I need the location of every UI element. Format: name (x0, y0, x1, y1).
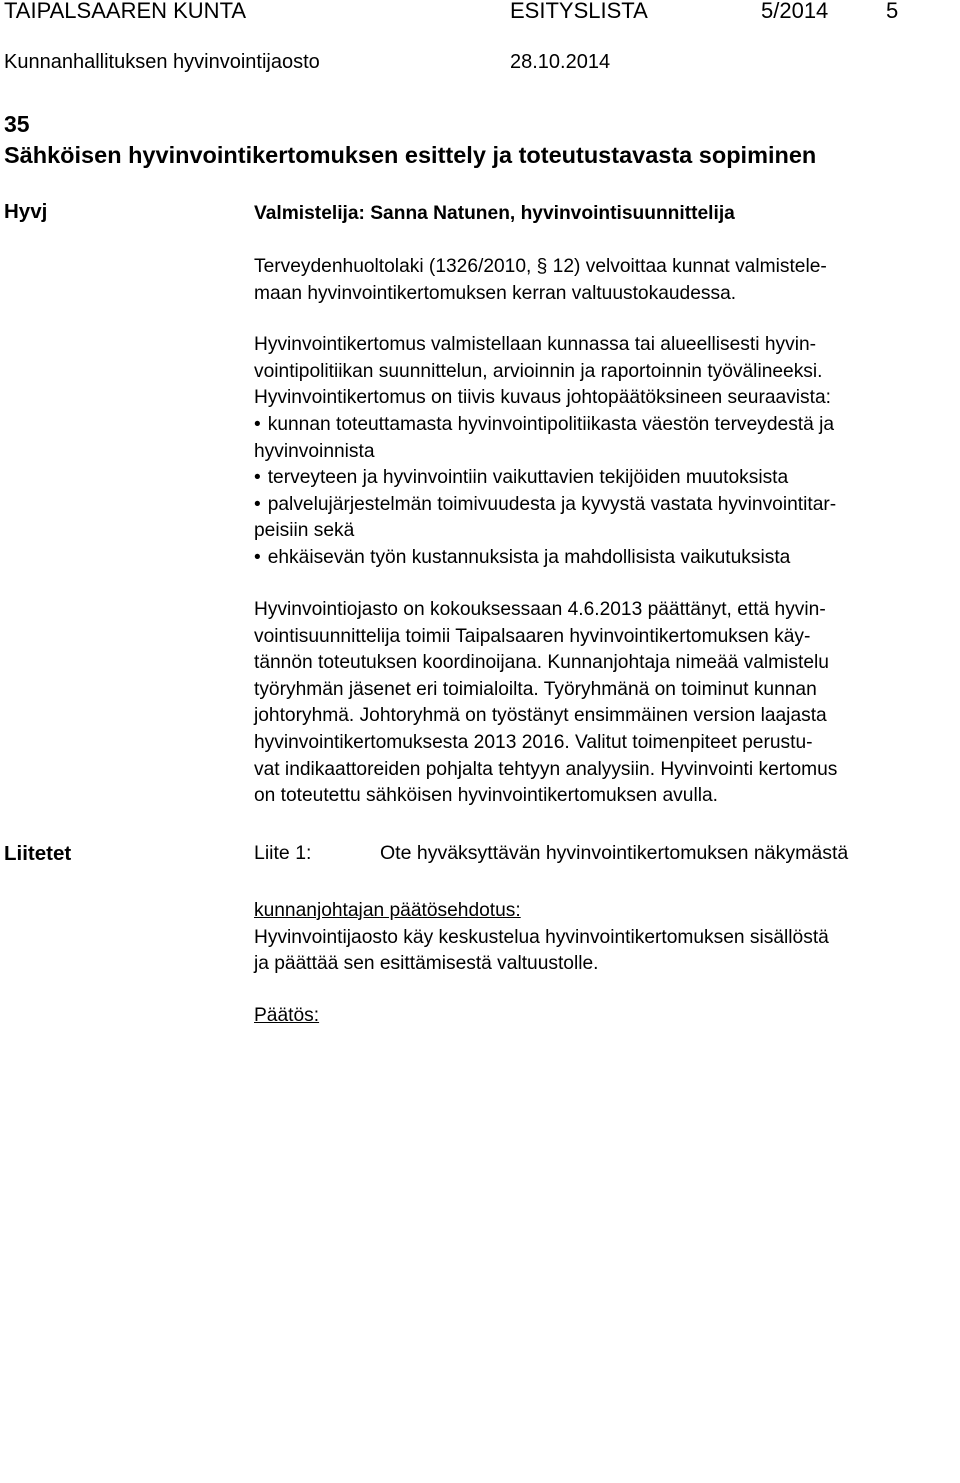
paragraph-line: vat indikaattoreiden pohjalta tehtyyn analyysiin. Hyvinvointi kertomus (254, 758, 838, 780)
bullet-list (254, 412, 958, 572)
paragraph-line: Hyvinvointikertomus on tiivis kuvaus johtopäätöksineen seuraavista: (254, 387, 831, 409)
header-doc-type: ESITYSLISTA (510, 0, 648, 23)
paragraph-line: työryhmän jäsenet eri toimialoilta. Työryhmänä on toiminut kunnan (254, 678, 817, 700)
paragraph-2 (254, 332, 958, 412)
paragraph-line: Hyvinvointiojasto on kokouksessaan 4.6.2013 päättänyt, että hyvin- (254, 599, 826, 620)
bullet-item: • kunnan toteuttamasta hyvinvointipolitiikasta väestön terveydestä ja (254, 412, 958, 439)
paragraph-line: Terveydenhuoltolaki (1326/2010, § 12) velvoittaa kunnat valmistele- (254, 256, 827, 277)
item-title: Sähköisen hyvinvointikertomuksen esittely ja toteutustavasta sopiminen (4, 142, 817, 168)
paragraph-line: vointipolitiikan suunnittelun, arvioinnin ja raportoinnin työvälineeksi. (254, 360, 823, 382)
decision-section (254, 1003, 958, 1030)
paragraph-line: hyvinvointikertomuksesta 2013 2016. Valitut toimenpiteet perustu- (254, 731, 813, 753)
preparer (254, 201, 958, 228)
paragraph-1 (254, 254, 958, 307)
paragraph-line: maan hyvinvointikertomuksen kerran valtuustokaudessa. (254, 282, 737, 304)
bullet-item: • ehkäisevän työn kustannuksista ja mahdollisista vaikutuksista (254, 545, 958, 572)
preparer-line: Valmistelija: Sanna Natunen, hyvinvointisuunnittelija (254, 203, 735, 224)
attachment-id: Liite 1: (254, 842, 312, 864)
paragraph-line: Hyvinvointikertomus valmistellaan kunnassa tai alueellisesti hyvin- (254, 334, 817, 355)
paragraph-3 (254, 597, 958, 810)
bullet-continuation: peisiin sekä (254, 520, 355, 542)
header-page-number: 5 (886, 0, 899, 23)
attachment-title: Ote hyväksyttävän hyvinvointikertomuksen näkymästä (380, 842, 849, 864)
paragraph-line: on toteutettu sähköisen hyvinvointikertomuksen avulla. (254, 785, 718, 807)
proposal-section (254, 898, 958, 978)
proposal-line: Hyvinvointijaosto käy keskustelua hyvinvointikertomuksen sisällöstä (254, 926, 829, 948)
header-body-name: Kunnanhallituksen hyvinvointijaosto (4, 51, 320, 73)
proposal-heading: kunnanjohtajan päätösehdotus: (254, 900, 521, 921)
header-org: TAIPALSAAREN KUNTA (4, 0, 247, 23)
proposal-line: ja päättää sen esittämisestä valtuustolle. (254, 953, 599, 975)
item-number: 35 (4, 111, 30, 137)
attachments-label: Liitetet (4, 842, 72, 865)
paragraph-line: johtoryhmä. Johtoryhmä on työstänyt ensimmäinen version laajasta (254, 705, 827, 727)
side-label-hyvj: Hyvj (4, 200, 48, 223)
header-date: 28.10.2014 (510, 51, 611, 73)
paragraph-line: tännön toteutuksen koordinoijana. Kunnanjohtaja nimeää valmistelu (254, 652, 829, 674)
bullet-item: • palvelujärjestelmän toimivuudesta ja kyvystä vastata hyvinvointitar- (254, 492, 958, 519)
header-doc-number: 5/2014 (761, 0, 829, 23)
decision-heading: Päätös: (254, 1005, 320, 1026)
bullet-item: • terveyteen ja hyvinvointiin vaikuttavien tekijöiden muutoksista (254, 465, 958, 492)
paragraph-line: vointisuunnittelija toimii Taipalsaaren hyvinvointikertomuksen käy- (254, 625, 811, 647)
bullet-continuation: hyvinvoinnista (254, 440, 375, 462)
